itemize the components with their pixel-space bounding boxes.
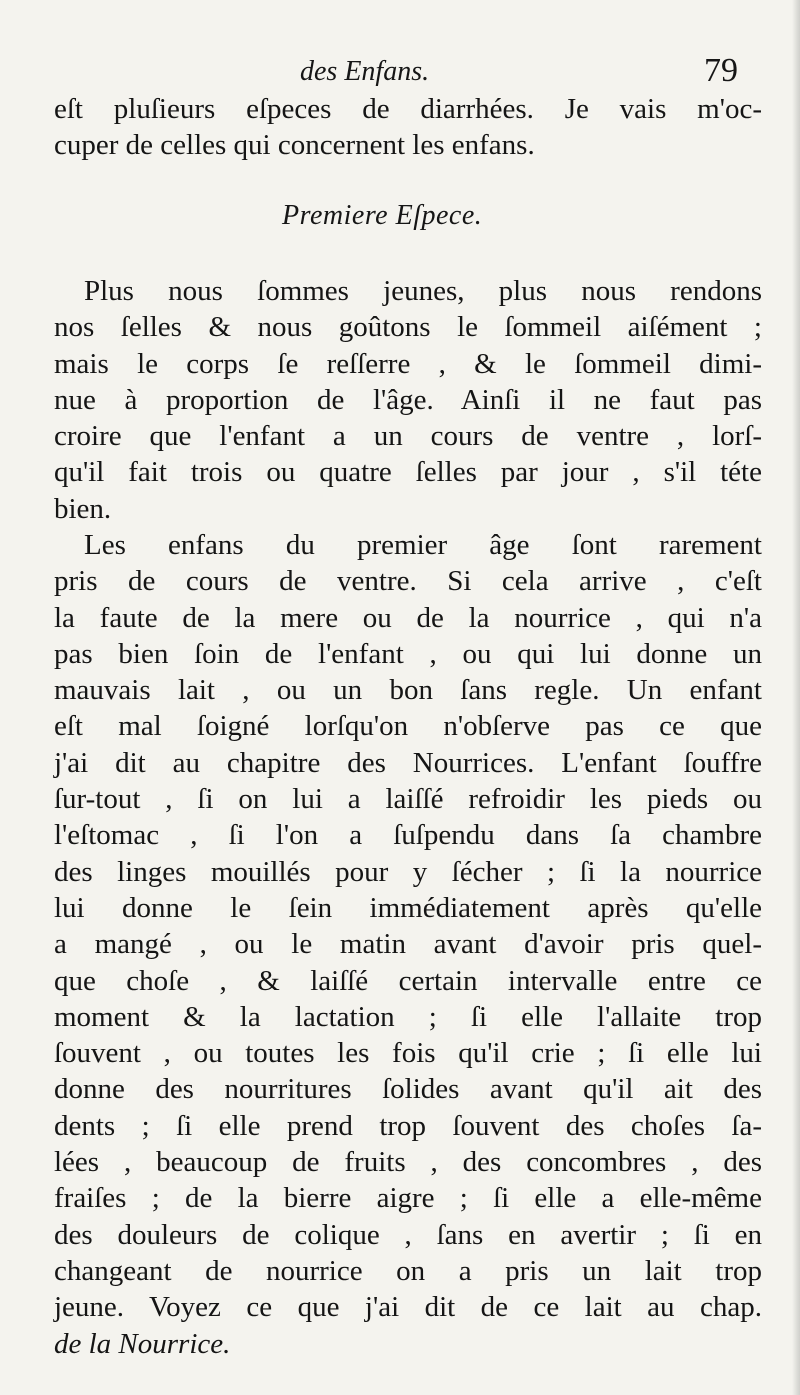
paragraph-2 [54,527,762,1362]
page-edge-shadow [792,0,800,1395]
text-line: nos ſelles & nous goûtons le ſommeil aiſément ; [54,311,762,344]
text-line: nue à proportion de l'âge. Ainſi il ne faut pas [54,383,762,416]
intro-text [54,91,762,164]
page-number: 79 [704,52,738,89]
text-line: a mangé , ou le matin avant d'avoir pris quel- [54,928,762,961]
section-heading: Premiere Eſpece. [282,200,483,231]
text-line: jeune. Voyez ce que j'ai dit de ce lait au chap. [54,1291,762,1324]
show-through-mark [250,20,274,54]
text-line: cuper de celles qui concernent les enfans. [54,129,535,162]
text-line: pris de cours de ventre. Si cela arrive , c'eſt [54,565,762,598]
text-line: moment & la lactation ; ſi elle l'allaite trop [54,1000,762,1033]
text-line: lées , beaucoup de fruits , des concombres , des [54,1146,762,1179]
text-line: mais le corps ſe reſſerre , & le ſommeil dimi- [54,347,762,380]
text-line: changeant de nourrice on a pris un lait trop [54,1254,762,1287]
text-line: l'eſtomac , ſi l'on a ſuſpendu dans ſa chambre [54,819,762,852]
paragraph-1 [54,273,762,527]
text-line: dents ; ſi elle prend trop ſouvent des choſes ſa- [54,1109,762,1142]
text-line: donne des nourritures ſolides avant qu'il ait des [54,1073,762,1106]
text-line: que choſe , & laiſſé certain intervalle entre ce [54,964,762,997]
text-line: fraiſes ; de la bierre aigre ; ſi elle a elle-même [54,1182,762,1215]
text-line: mauvais lait , ou un bon ſans regle. Un enfant [54,674,762,707]
text-line: eſt mal ſoigné lorſqu'on n'obſerve pas ce que [54,710,762,743]
running-header [60,52,750,92]
text-line: qu'il fait trois ou quatre ſelles par jour , s'il téte [54,456,762,489]
text-line: des douleurs de colique , ſans en avertir ; ſi en [54,1218,762,1251]
text-line: ſur-tout , ſi on lui a laiſſé refroidir les pieds ou [54,783,762,816]
text-line: croire que l'enfant a un cours de ventre , lorſ- [54,420,762,453]
text-line: lui donne le ſein immédiatement après qu'elle [54,891,762,924]
text-line: ſouvent , ou toutes les fois qu'il crie ; ſi elle lui [54,1037,762,1070]
text-line: de la Nourrice. [54,1327,231,1360]
text-line: Plus nous ſommes jeunes, plus nous rendons [84,275,762,307]
text-line: Les enfans du premier âge ſont rarement [84,529,762,561]
running-title: des Enfans. [300,56,430,87]
text-line: eſt pluſieurs eſpeces de diarrhées. Je vais m'oc- [54,93,762,125]
text-line: bien. [54,492,112,525]
text-line: des linges mouillés pour y ſécher ; ſi la nourrice [54,855,762,888]
text-line: pas bien ſoin de l'enfant , ou qui lui donne un [54,637,762,670]
text-line: la faute de la mere ou de la nourrice , qui n'a [54,601,762,634]
text-line: j'ai dit au chapitre des Nourrices. L'enfant ſouffre [54,746,762,779]
